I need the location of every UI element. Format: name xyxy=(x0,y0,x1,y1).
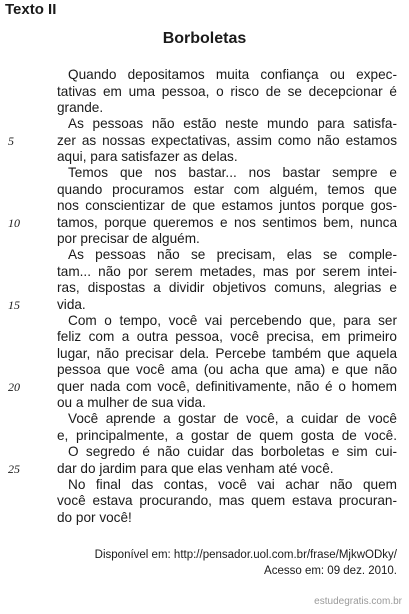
text-line: Você aprende a gostar de você, a cuidar de você xyxy=(68,411,397,426)
text-line: zer as nossas expectativas, assim como não estamos xyxy=(57,133,397,148)
text-line: O segredo é não cuidar das borboletas e sim cui- xyxy=(68,444,397,459)
text-line: por precisar de alguém. xyxy=(57,231,200,246)
text-line: lugar, não precisar dela. Percebe também que aquela xyxy=(57,346,397,361)
text-line: No final das contas, você vai achar não quem xyxy=(68,477,397,492)
text-line: Temos que nos bastar... nos bastar sempre e xyxy=(68,165,397,180)
text-line: dar do jardim para que elas venham até você. xyxy=(57,461,334,476)
text-line: aqui, para satisfazer as delas. xyxy=(57,149,238,164)
line-number: 10 xyxy=(8,216,20,230)
text-line: Com o tempo, você vai percebendo que, para ser xyxy=(68,313,397,328)
watermark: estudegratis.com.br xyxy=(314,596,402,607)
text-title: Borboletas xyxy=(162,30,247,47)
text-line: você estava procurando, mas quem estava procuran- xyxy=(57,493,397,508)
source-url: Disponível em: http://pensador.uol.com.br/frase/MjkwODky/ xyxy=(94,549,397,561)
text-line: nos conscientizar de que estamos juntos porque gos- xyxy=(57,198,397,213)
line-number: 15 xyxy=(8,298,20,312)
text-line: tativas em uma pessoa, o risco de se decepcionar é xyxy=(57,84,397,99)
text-label: Texto II xyxy=(5,1,57,18)
text-line: grande. xyxy=(57,100,104,115)
line-number: 20 xyxy=(8,380,20,394)
text-line: e, principalmente, a gostar de quem gosta de você. xyxy=(57,428,397,443)
text-line: Quando depositamos muita confiança ou expec- xyxy=(68,67,397,82)
text-line: quer nada com você, definitivamente, não é o homem xyxy=(57,379,397,394)
text-line: As pessoas não se precisam, elas se comple- xyxy=(68,247,397,262)
line-number: 5 xyxy=(8,134,14,148)
text-line: ou a mulher de sua vida. xyxy=(57,395,206,410)
text-line: vida. xyxy=(57,297,86,312)
text-line: As pessoas não estão neste mundo para satisfa- xyxy=(68,116,397,131)
text-line: do por você! xyxy=(57,510,132,525)
text-line: tamos, porque queremos e nos sentimos bem, nunca xyxy=(57,215,397,230)
text-line: tam... não por serem metades, mas por serem intei- xyxy=(57,264,397,279)
access-date: Acesso em: 09 dez. 2010. xyxy=(264,565,397,577)
text-line: ras, dispostas a dividir objetivos comuns, alegrias e xyxy=(57,280,397,295)
line-number: 25 xyxy=(8,462,20,476)
text-line: pessoa que você ama (ou acha que ama) e que não xyxy=(57,362,397,377)
text-line: feliz com a outra pessoa, você precisa, em primeiro xyxy=(57,329,397,344)
text-line: quando procuramos estar com alguém, temos que xyxy=(57,182,397,197)
